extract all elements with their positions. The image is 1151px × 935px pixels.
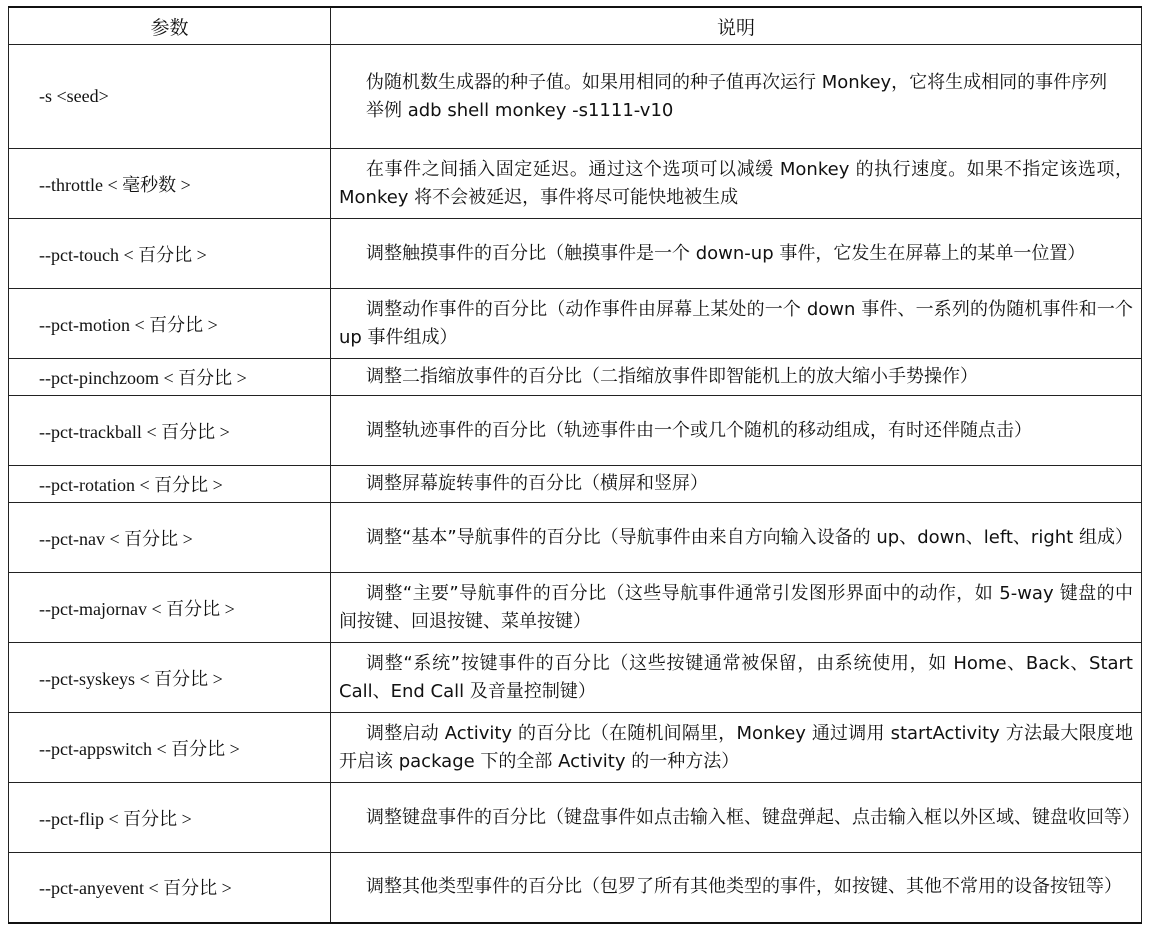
param-cell: --pct-trackball < 百分比 > (9, 396, 331, 466)
param-cell: --pct-pinchzoom < 百分比 > (9, 359, 331, 396)
table-row (9, 289, 1142, 359)
desc-cell (331, 289, 1142, 359)
param-cell: --pct-syskeys < 百分比 > (9, 643, 331, 713)
table-row (9, 643, 1142, 713)
desc-cell (331, 713, 1142, 783)
desc-paragraph: 伪随机数生成器的种子值。如果用相同的种子值再次运行 Monkey，它将生成相同的事件序列 (366, 71, 1108, 93)
table-row (9, 466, 1142, 503)
desc-paragraph: 调整启动 Activity 的百分比（在随机间隔里，Monkey 通过调用 startActivity 方法最大限度地开启该 package 下的全部 Activity 的一种方法） (339, 722, 1133, 772)
desc-cell (331, 359, 1142, 396)
table-row (9, 573, 1142, 643)
table-row (9, 149, 1142, 219)
monkey-parameter-table-container (8, 6, 1141, 924)
table-header (9, 7, 1142, 45)
desc-paragraph: 调整“系统”按键事件的百分比（这些按键通常被保留，由系统使用，如 Home、Back、Start Call、End Call 及音量控制键） (339, 652, 1133, 702)
desc-paragraph: 调整二指缩放事件的百分比（二指缩放事件即智能机上的放大缩小手势操作） (366, 366, 978, 387)
desc-paragraph: 调整屏幕旋转事件的百分比（横屏和竖屏） (366, 473, 708, 494)
desc-cell (331, 853, 1142, 923)
param-cell: --pct-flip < 百分比 > (9, 783, 331, 853)
desc-cell (331, 503, 1142, 573)
desc-cell (331, 219, 1142, 289)
table-row (9, 219, 1142, 289)
desc-cell (331, 643, 1142, 713)
desc-paragraph: 调整触摸事件的百分比（触摸事件是一个 down-up 事件，它发生在屏幕上的某单一位置） (366, 242, 1086, 264)
table-row (9, 45, 1142, 149)
table-row (9, 503, 1142, 573)
param-cell: -s <seed> (9, 45, 331, 149)
desc-paragraph: 调整“基本”导航事件的百分比（导航事件由来自方向输入设备的 up、down、left、right 组成） (366, 526, 1133, 548)
desc-cell (331, 783, 1142, 853)
desc-paragraph: 举例 adb shell monkey -s1111-v10 (366, 99, 674, 121)
header-param: 参数 (9, 7, 331, 45)
desc-cell (331, 45, 1142, 149)
table-row (9, 396, 1142, 466)
table-body (9, 45, 1142, 923)
param-cell: --pct-anyevent < 百分比 > (9, 853, 331, 923)
desc-paragraph: 调整键盘事件的百分比（键盘事件如点击输入框、键盘弹起、点击输入框以外区域、键盘收回等） (366, 806, 1140, 828)
param-cell: --throttle < 毫秒数 > (9, 149, 331, 219)
monkey-parameter-table (8, 6, 1142, 924)
desc-paragraph: 调整其他类型事件的百分比（包罗了所有其他类型的事件，如按键、其他不常用的设备按钮等） (366, 876, 1122, 898)
table-row (9, 359, 1142, 396)
desc-paragraph: 调整动作事件的百分比（动作事件由屏幕上某处的一个 down 事件、一系列的伪随机事件和一个 up 事件组成） (339, 298, 1133, 348)
param-cell: --pct-touch < 百分比 > (9, 219, 331, 289)
desc-cell (331, 149, 1142, 219)
header-desc: 说明 (331, 7, 1142, 45)
desc-paragraph: 调整轨迹事件的百分比（轨迹事件由一个或几个随机的移动组成，有时还伴随点击） (366, 419, 1032, 441)
desc-cell (331, 396, 1142, 466)
table-row (9, 853, 1142, 923)
table-row (9, 783, 1142, 853)
param-cell: --pct-motion < 百分比 > (9, 289, 331, 359)
desc-cell (331, 466, 1142, 503)
desc-paragraph: 在事件之间插入固定延迟。通过这个选项可以减缓 Monkey 的执行速度。如果不指定该选项，Monkey 将不会被延迟，事件将尽可能快地被生成 (339, 158, 1133, 208)
header-row (9, 7, 1142, 45)
param-cell: --pct-majornav < 百分比 > (9, 573, 331, 643)
desc-paragraph: 调整“主要”导航事件的百分比（这些导航事件通常引发图形界面中的动作，如 5-way 键盘的中间按键、回退按键、菜单按键） (339, 582, 1133, 632)
param-cell: --pct-nav < 百分比 > (9, 503, 331, 573)
param-cell: --pct-appswitch < 百分比 > (9, 713, 331, 783)
table-row (9, 713, 1142, 783)
param-cell: --pct-rotation < 百分比 > (9, 466, 331, 503)
desc-cell (331, 573, 1142, 643)
